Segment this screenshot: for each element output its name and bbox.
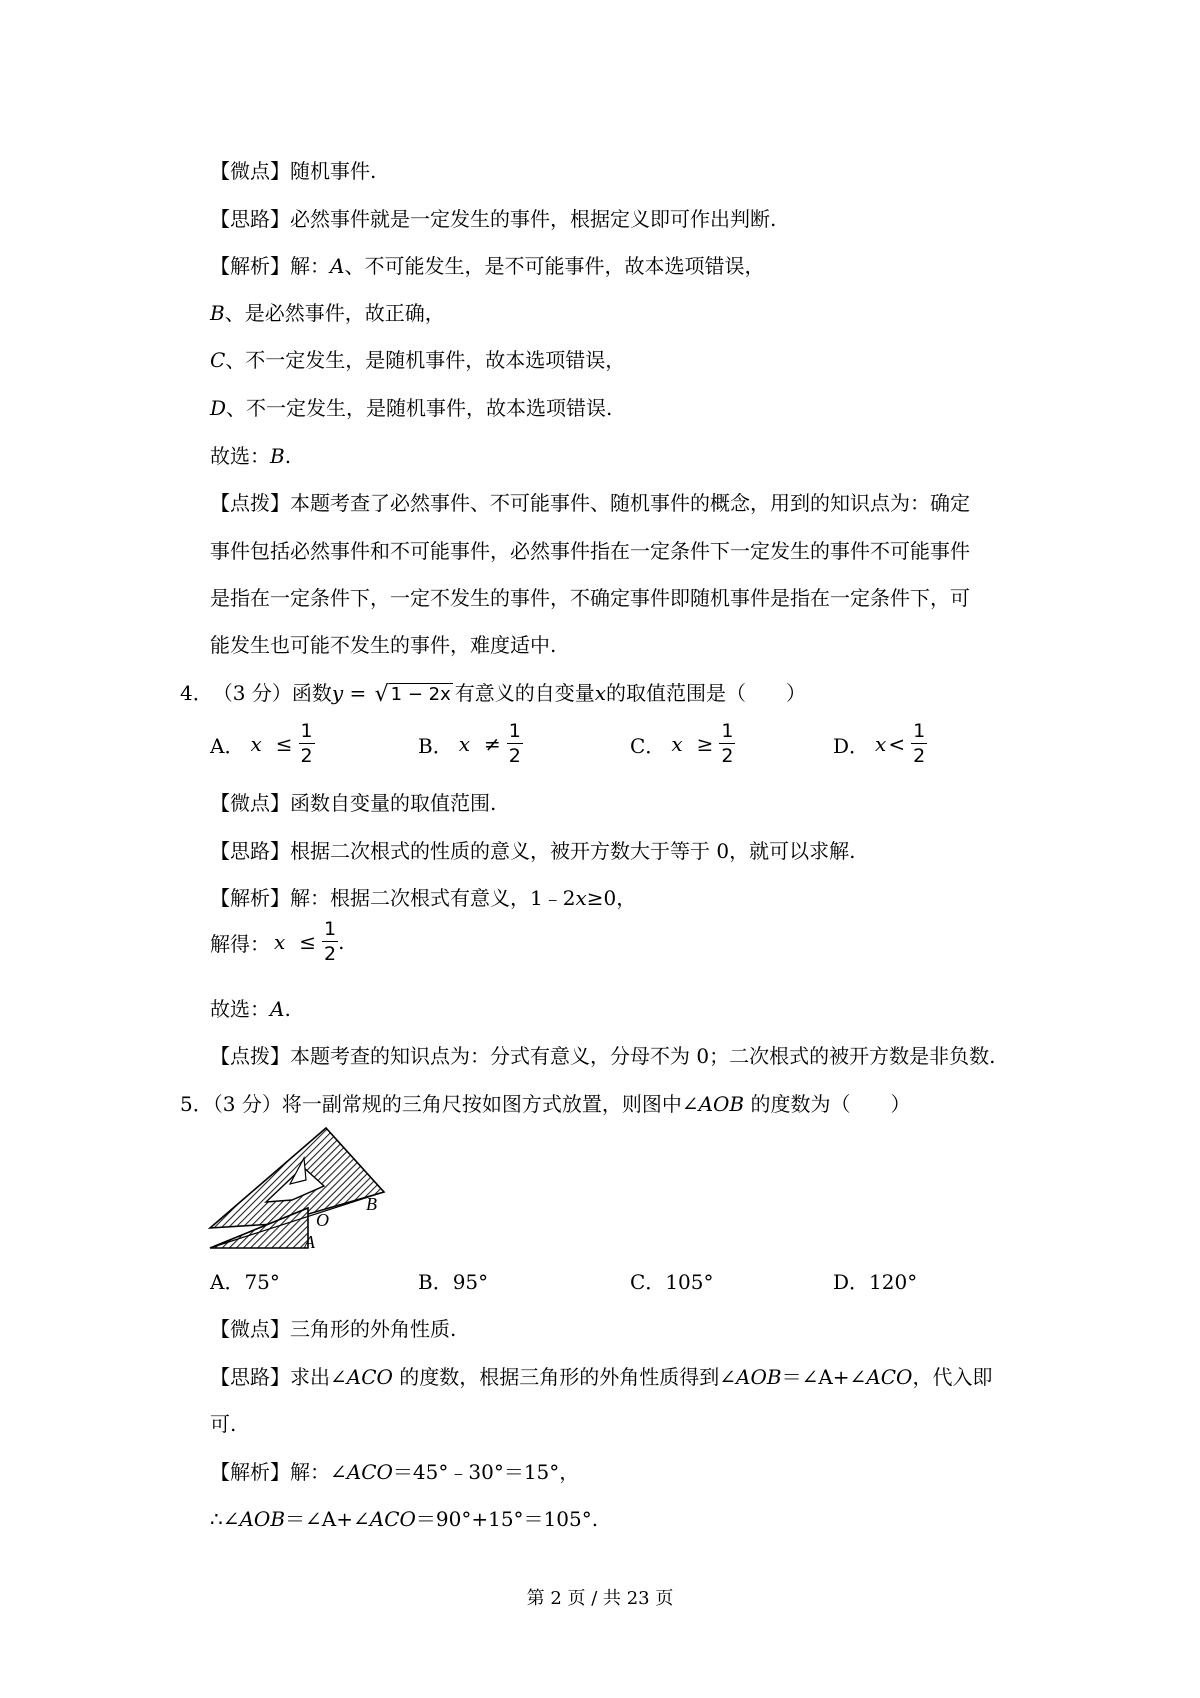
q4-option-b-rel: ≠ [483, 732, 501, 756]
q3-dianbo-line-3: 是指在一定条件下，一定不发生的事件，不确定事件即随机事件是指在一定条件下，可 [210, 586, 970, 610]
q5-weidian: 【微点】三角形的外角性质. [210, 1317, 457, 1341]
q5-therefore-a: ∴∠ [210, 1507, 240, 1531]
q4-option-c-fraction [719, 722, 735, 766]
q5-therefore-var1: AOB [239, 1507, 286, 1531]
fraction-numerator: 1 [913, 720, 926, 742]
q3-dianbo-line-1: 【点拨】本题考查了必然事件、不可能事件、随机事件的概念，用到的知识点为：确定 [210, 491, 970, 515]
q3-jiexi-a-var: A [330, 254, 345, 278]
q4-answer [210, 996, 291, 1022]
q4-solve-var: x [274, 930, 286, 954]
q4-solve-label: 解得： [210, 931, 270, 956]
q4-jiexi-var: x [575, 886, 587, 910]
q5-option-a-value: 75° [244, 1270, 280, 1294]
q3-jiexi-head: 【解析】解： [210, 254, 330, 278]
label-a: A [304, 1232, 315, 1252]
q3-jiexi-a-text: 、不可能发生，是不可能事件，故本选项错误， [344, 254, 765, 278]
q3-answer-label: 故选： [210, 444, 270, 468]
q4-solve-fraction [322, 920, 338, 964]
q4-jiexi-a: 【解析】解：根据二次根式有意义，1﹣2 [210, 886, 576, 910]
q5-stem-var: AOB [698, 1092, 745, 1116]
sqrt-sign-icon: √ [374, 682, 389, 707]
q5-option-b-value: 95° [452, 1270, 489, 1294]
q3-d-var: D [210, 396, 227, 420]
q4-weidian: 【微点】函数自变量的取值范围. [210, 791, 497, 815]
q5-option-c-label: C． [630, 1270, 666, 1294]
q4-option-d-var: x [875, 732, 887, 756]
q5-option-c-value: 105° [665, 1270, 714, 1294]
q5-option-d-label: D． [833, 1270, 870, 1294]
q4-number: 4． [180, 681, 213, 705]
q4-stem-rest-a: 有意义的自变量 [454, 681, 595, 705]
q4-option-a-label: A． [210, 733, 245, 758]
fraction-numerator: 1 [300, 720, 313, 742]
q4-jiexi [210, 885, 636, 911]
q4-y-var: y [331, 681, 344, 705]
fraction-denominator: 2 [913, 745, 926, 767]
q4-option-d [833, 722, 927, 766]
fraction-denominator: 2 [300, 745, 313, 767]
q4-solve-rel: ≤ [299, 930, 317, 954]
q4-answer-var: A [270, 997, 285, 1021]
q3-b-line [210, 300, 445, 326]
q5-therefore-b: ＝∠A+∠ [285, 1507, 370, 1531]
q4-option-c-var: x [671, 732, 683, 756]
q4-jiexi-b: ≥0， [586, 886, 637, 910]
fraction-numerator: 1 [721, 720, 734, 742]
q5-option-b [418, 1269, 488, 1295]
q4-option-c-label: C． [630, 733, 666, 758]
q3-dianbo-line-2: 事件包括必然事件和不可能事件，必然事件指在一定条件下一定发生的事件不可能事件 [210, 539, 970, 563]
label-o: O [316, 1210, 329, 1230]
q5-option-d [833, 1269, 917, 1295]
q5-therefore [210, 1506, 598, 1532]
q3-answer-var: B [270, 444, 285, 468]
q4-solve-end: . [338, 930, 345, 954]
q5-number: 5． [180, 1092, 213, 1116]
q5-option-d-value: 120° [869, 1270, 918, 1294]
q5-silu [210, 1364, 992, 1390]
q3-dianbo-line-4: 能发生也可能不发生的事件，难度适中. [210, 633, 557, 657]
q5-jiexi [210, 1459, 579, 1485]
q4-answer-end: . [284, 997, 291, 1021]
fraction-denominator: 2 [721, 745, 734, 767]
q4-option-d-fraction [911, 722, 927, 766]
q4-solve [210, 920, 345, 964]
q3-c-line [210, 347, 625, 373]
q5-silu-b: 的度数，根据三角形的外角性质得到∠ [392, 1365, 737, 1389]
q3-jiexi-line [210, 253, 764, 279]
q4-option-a-var: x [250, 732, 262, 756]
q3-answer [210, 443, 291, 469]
q5-stem-a: （3 分）将一副常规的三角尺按如图方式放置，则图中∠ [212, 1092, 699, 1116]
q4-option-b-fraction [507, 722, 523, 766]
q5-silu-d: ，代入即 [912, 1365, 993, 1389]
fraction-denominator: 2 [324, 943, 337, 965]
q4-option-b-var: x [458, 732, 470, 756]
q5-silu-var3: ACO [866, 1365, 913, 1389]
label-b: B [366, 1194, 377, 1214]
q4-stem-rest-b: 的取值范围是（ ） [606, 681, 807, 705]
q4-option-b-label: B． [418, 733, 453, 758]
q5-option-a-label: A． [210, 1270, 245, 1294]
q5-therefore-var2: ACO [369, 1507, 416, 1531]
q4-sqrt [375, 683, 453, 706]
q5-silu-var2: AOB [736, 1365, 782, 1389]
q5-option-c [630, 1269, 714, 1295]
fraction-numerator: 1 [324, 918, 337, 940]
q5-silu-c: ＝∠A+∠ [781, 1365, 867, 1389]
q3-b-text: 、是必然事件，故正确， [224, 301, 445, 325]
q4-eq: = [343, 681, 373, 705]
q4-answer-label: 故选： [210, 997, 270, 1021]
q4-dianbo: 【点拨】本题考查的知识点为：分式有意义，分母不为 0；二次根式的被开方数是非负数. [210, 1044, 996, 1068]
q3-c-text: 、不一定发生，是随机事件，故本选项错误， [225, 348, 626, 372]
q5-jiexi-a: 【解析】解：∠ [210, 1460, 347, 1484]
q5-option-b-label: B． [418, 1270, 453, 1294]
q4-option-c [630, 722, 735, 766]
q5-silu-var1: ACO [346, 1365, 393, 1389]
q4-option-d-rel: < [888, 732, 906, 756]
q4-option-a-fraction [299, 722, 315, 766]
q5-stem [180, 1091, 910, 1117]
q3-d-text: 、不一定发生，是随机事件，故本选项错误. [226, 396, 613, 420]
q4-radicand: 1 − 2x [390, 684, 451, 705]
q4-option-a [210, 722, 315, 766]
q4-x-var: x [594, 681, 607, 705]
q4-stem [180, 680, 806, 706]
q5-triangle-figure [208, 1120, 408, 1252]
q4-option-d-label: D． [833, 733, 870, 758]
fraction-denominator: 2 [508, 745, 521, 767]
q4-score: （3 分）函数 [212, 681, 332, 705]
q3-weidian: 【微点】随机事件. [210, 159, 377, 183]
q5-therefore-c: ＝90°+15°＝105°. [415, 1507, 599, 1531]
q3-silu: 【思路】必然事件就是一定发生的事件，根据定义即可作出判断. [210, 207, 777, 231]
q4-option-b [418, 722, 523, 766]
q3-c-var: C [210, 348, 226, 372]
q3-b-var: B [210, 301, 225, 325]
q3-d-line [210, 395, 612, 421]
q5-jiexi-var: ACO [346, 1460, 393, 1484]
q5-stem-b: 的度数为（ ） [744, 1092, 911, 1116]
q5-jiexi-b: ＝45°﹣30°＝15°， [392, 1460, 580, 1484]
page-footer: 第 2 页 / 共 23 页 [526, 1588, 674, 1609]
q4-option-c-rel: ≥ [696, 732, 714, 756]
q4-silu: 【思路】根据二次根式的性质的意义，被开方数大于等于 0，就可以求解. [210, 839, 856, 863]
q4-option-a-rel: ≤ [275, 732, 293, 756]
q5-silu-a: 【思路】求出∠ [210, 1365, 347, 1389]
q5-silu-cont: 可. [210, 1412, 237, 1436]
q5-option-a [210, 1269, 280, 1295]
fraction-numerator: 1 [508, 720, 521, 742]
q3-answer-end: . [284, 444, 292, 468]
